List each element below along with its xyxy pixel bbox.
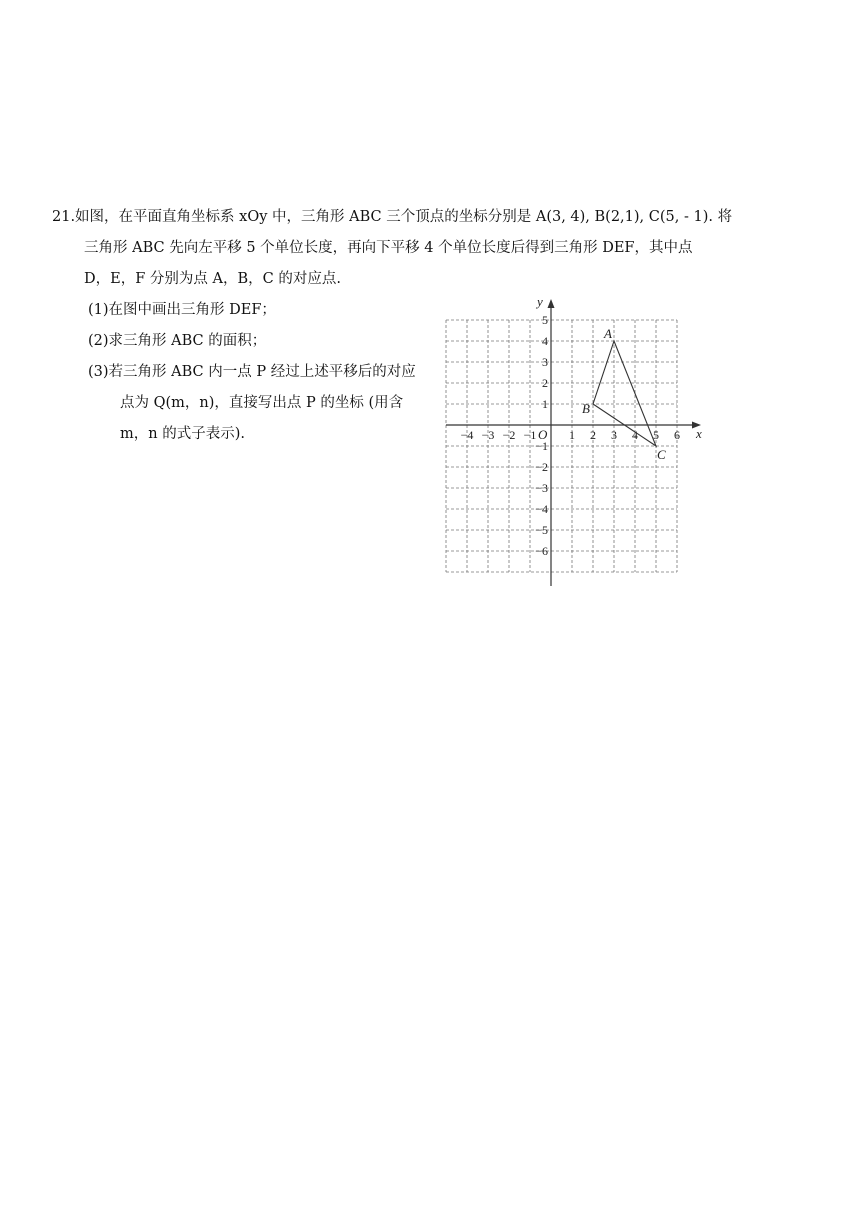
y-tick-label: −3	[535, 481, 548, 495]
x-tick-label: 2	[590, 428, 596, 442]
x-tick-label: −4	[460, 428, 474, 442]
x-tick-label: 5	[653, 428, 659, 442]
y-tick-label: −5	[535, 523, 548, 537]
x-tick-label: 1	[569, 428, 575, 442]
point-label-a: A	[604, 326, 612, 341]
y-tick-label: 5	[542, 313, 548, 327]
x-tick-label: −2	[502, 428, 516, 442]
origin-label: O	[538, 427, 548, 442]
question-3-line-1: (3)若三角形 ABC 内一点 P 经过上述平移后的对应	[88, 364, 416, 380]
triangle-abc	[593, 341, 656, 446]
x-tick-label: −3	[481, 428, 495, 442]
problem-line-2: 三角形 ABC 先向左平移 5 个单位长度，再向下平移 4 个单位长度后得到三角形 DEF，其中点	[84, 240, 693, 256]
question-3-line-2: 点为 Q(m，n)，直接写出点 P 的坐标 (用含	[120, 395, 404, 411]
x-tick-label: 3	[611, 428, 617, 442]
problem-line-3: D，E，F 分别为点 A，B，C 的对应点.	[84, 271, 341, 287]
x-axis-label: x	[696, 426, 702, 441]
y-tick-label: −4	[535, 502, 548, 516]
coordinate-figure	[440, 288, 710, 573]
y-tick-label: −1	[535, 439, 548, 453]
question-1: (1)在图中画出三角形 DEF；	[88, 302, 276, 318]
y-tick-label: −6	[535, 544, 548, 558]
question-2: (2)求三角形 ABC 的面积；	[88, 333, 267, 349]
y-axis-arrow	[548, 299, 555, 308]
y-tick-label: 3	[542, 355, 548, 369]
y-axis-label: y	[537, 294, 543, 309]
y-tick-label: 4	[542, 334, 548, 348]
y-tick-label: 1	[542, 397, 548, 411]
x-tick-label: 6	[674, 428, 680, 442]
y-tick-label: −2	[535, 460, 548, 474]
point-label-c: C	[657, 447, 666, 462]
problem-line-1: 21.如图，在平面直角坐标系 xOy 中，三角形 ABC 三个顶点的坐标分别是 A(3, 4), B(2,1), C(5, - 1). 将	[52, 209, 733, 225]
y-tick-label: 2	[542, 376, 548, 390]
x-tick-label: −1	[523, 428, 537, 442]
point-label-b: B	[582, 401, 590, 416]
x-tick-label: 4	[632, 428, 638, 442]
question-3-line-3: m，n 的式子表示).	[120, 426, 245, 442]
